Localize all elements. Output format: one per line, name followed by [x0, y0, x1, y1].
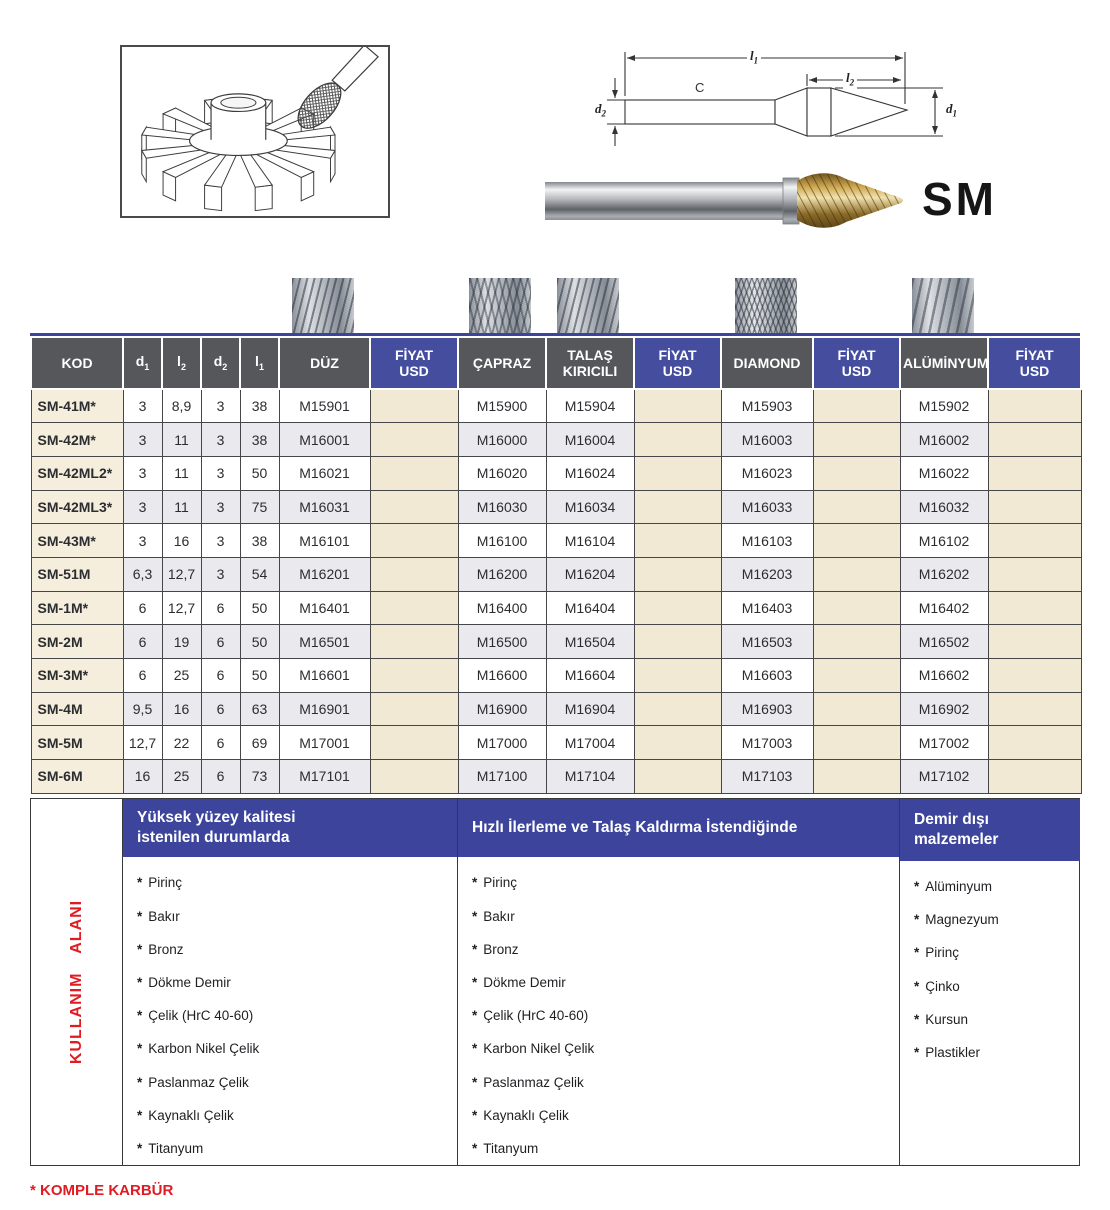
usage-item: * Çelik (HrC 40-60) — [472, 1008, 589, 1024]
column-header: FİYAT USD — [370, 337, 458, 389]
price-cell — [813, 524, 900, 558]
value-cell: 12,7 — [162, 591, 201, 625]
usage-column — [123, 799, 458, 1165]
value-cell: 3 — [123, 389, 162, 423]
column-header: $l_1$ — [240, 337, 279, 389]
value-cell: 3 — [123, 490, 162, 524]
product-code-cell: SM-41M* — [31, 389, 123, 423]
usage-item: * Kaynaklı Çelik — [472, 1107, 569, 1123]
value-cell: 6 — [201, 625, 240, 659]
column-header: FİYAT USD — [988, 337, 1081, 389]
value-cell: 73 — [240, 760, 279, 794]
product-table-wrap — [30, 333, 1080, 794]
value-cell: M16000 — [458, 423, 546, 457]
value-cell: M16203 — [721, 557, 813, 591]
usage-item: * Çinko — [914, 978, 960, 994]
value-cell: 38 — [240, 423, 279, 457]
value-cell: M16504 — [546, 625, 634, 659]
usage-item: * Kaynaklı Çelik — [137, 1107, 234, 1123]
value-cell: M16501 — [279, 625, 370, 659]
burr-product-photo — [545, 166, 910, 236]
value-cell: M16604 — [546, 659, 634, 693]
value-cell: M17004 — [546, 726, 634, 760]
usage-item: * Karbon Nikel Çelik — [137, 1041, 260, 1057]
price-cell — [988, 625, 1081, 659]
price-cell — [988, 591, 1081, 625]
value-cell: M16002 — [900, 423, 988, 457]
price-cell — [370, 760, 458, 794]
value-cell: M17101 — [279, 760, 370, 794]
flute-photo-strip — [0, 278, 1110, 336]
price-cell — [813, 692, 900, 726]
value-cell: 38 — [240, 524, 279, 558]
usage-item: * Paslanmaz Çelik — [472, 1074, 584, 1090]
table-row — [31, 726, 1081, 760]
value-cell: 50 — [240, 625, 279, 659]
table-row — [31, 625, 1081, 659]
value-cell: 8,9 — [162, 389, 201, 423]
price-cell — [813, 726, 900, 760]
value-cell: 16 — [162, 692, 201, 726]
application-illustration-graphic — [122, 47, 388, 216]
usage-item-list — [123, 857, 457, 1165]
price-cell — [634, 389, 721, 423]
table-row — [31, 760, 1081, 794]
price-cell — [370, 726, 458, 760]
price-cell — [370, 423, 458, 457]
usage-item: * Karbon Nikel Çelik — [472, 1041, 595, 1057]
value-cell: M16500 — [458, 625, 546, 659]
value-cell: M15904 — [546, 389, 634, 423]
value-cell: M16601 — [279, 659, 370, 693]
price-cell — [988, 389, 1081, 423]
column-header: ALÜMİNYUM — [900, 337, 988, 389]
price-cell — [634, 557, 721, 591]
value-cell: 6 — [123, 659, 162, 693]
usage-item-list — [458, 857, 899, 1165]
usage-side-cell — [31, 799, 123, 1165]
usage-column — [458, 799, 900, 1165]
value-cell: M16034 — [546, 490, 634, 524]
aluminyum-flute-photo — [912, 278, 974, 336]
column-header: $l_2$ — [162, 337, 201, 389]
usage-item-list — [900, 861, 1080, 1069]
usage-item: * Magnezyum — [914, 912, 999, 928]
value-cell: 54 — [240, 557, 279, 591]
price-cell — [988, 524, 1081, 558]
value-cell: 6 — [201, 692, 240, 726]
usage-item: * Alüminyum — [914, 879, 993, 895]
value-cell: 3 — [201, 389, 240, 423]
value-cell: 3 — [123, 524, 162, 558]
value-cell: 11 — [162, 490, 201, 524]
value-cell: M16001 — [279, 423, 370, 457]
table-row — [31, 557, 1081, 591]
usage-item: * Pirinç — [914, 945, 960, 961]
table-row — [31, 389, 1081, 423]
value-cell: M15902 — [900, 389, 988, 423]
value-cell: M16202 — [900, 557, 988, 591]
value-cell: M15901 — [279, 389, 370, 423]
column-header: DÜZ — [279, 337, 370, 389]
value-cell: M16904 — [546, 692, 634, 726]
price-cell — [813, 591, 900, 625]
usage-item: * Titanyum — [137, 1140, 204, 1156]
value-cell: 3 — [201, 524, 240, 558]
header-row — [31, 337, 1081, 389]
product-code-cell: SM-6M — [31, 760, 123, 794]
value-cell: M16021 — [279, 456, 370, 490]
column-header: ÇAPRAZ — [458, 337, 546, 389]
product-code-cell: SM-51M — [31, 557, 123, 591]
dim-label-l1: $l_1$ — [747, 49, 761, 68]
price-cell — [813, 625, 900, 659]
value-cell: 3 — [201, 557, 240, 591]
value-cell: 6 — [201, 591, 240, 625]
usage-item: * Çelik (HrC 40-60) — [137, 1008, 254, 1024]
usage-item: * Bakır — [472, 908, 515, 924]
table-body — [31, 389, 1081, 793]
price-cell — [813, 490, 900, 524]
column-header: KOD — [31, 337, 123, 389]
price-cell — [988, 423, 1081, 457]
value-cell: M16503 — [721, 625, 813, 659]
talas-kiricili-flute-photo — [557, 278, 619, 336]
usage-section — [30, 798, 1080, 1166]
application-illustration — [120, 45, 390, 218]
dim-label-d2: $d_2$ — [595, 101, 606, 119]
value-cell: M16102 — [900, 524, 988, 558]
value-cell: M16502 — [900, 625, 988, 659]
value-cell: M17104 — [546, 760, 634, 794]
price-cell — [634, 692, 721, 726]
usage-column-title: Yüksek yüzey kalitesi istenilen durumlarda — [123, 799, 457, 857]
value-cell: M17001 — [279, 726, 370, 760]
price-cell — [634, 490, 721, 524]
value-cell: 9,5 — [123, 692, 162, 726]
series-code-label: SM — [922, 173, 997, 225]
price-cell — [370, 557, 458, 591]
price-cell — [988, 456, 1081, 490]
column-header: TALAŞ KIRICILI — [546, 337, 634, 389]
product-code-cell: SM-2M — [31, 625, 123, 659]
product-table — [30, 336, 1082, 794]
price-cell — [634, 726, 721, 760]
value-cell: M16004 — [546, 423, 634, 457]
value-cell: 50 — [240, 591, 279, 625]
product-code-cell: SM-4M — [31, 692, 123, 726]
value-cell: 6 — [201, 726, 240, 760]
value-cell: M16100 — [458, 524, 546, 558]
price-cell — [988, 760, 1081, 794]
value-cell: M16104 — [546, 524, 634, 558]
value-cell: 11 — [162, 456, 201, 490]
value-cell: 6,3 — [123, 557, 162, 591]
product-code-cell: SM-43M* — [31, 524, 123, 558]
price-cell — [634, 591, 721, 625]
price-cell — [370, 490, 458, 524]
price-cell — [813, 423, 900, 457]
product-code-cell: SM-42ML2* — [31, 456, 123, 490]
product-code-cell: SM-1M* — [31, 591, 123, 625]
value-cell: M17100 — [458, 760, 546, 794]
value-cell: 6 — [201, 659, 240, 693]
value-cell: M16103 — [721, 524, 813, 558]
value-cell: 3 — [123, 423, 162, 457]
value-cell: 3 — [201, 456, 240, 490]
value-cell: 38 — [240, 389, 279, 423]
product-code-cell: SM-5M — [31, 726, 123, 760]
column-header: FİYAT USD — [634, 337, 721, 389]
value-cell: M16901 — [279, 692, 370, 726]
price-cell — [813, 456, 900, 490]
value-cell: M17002 — [900, 726, 988, 760]
price-cell — [634, 423, 721, 457]
value-cell: 63 — [240, 692, 279, 726]
value-cell: M16024 — [546, 456, 634, 490]
value-cell: 12,7 — [162, 557, 201, 591]
usage-item: * Paslanmaz Çelik — [137, 1074, 249, 1090]
footnote: * KOMPLE KARBÜR — [30, 1182, 174, 1199]
value-cell: M16030 — [458, 490, 546, 524]
price-cell — [370, 524, 458, 558]
value-cell: 3 — [201, 490, 240, 524]
value-cell: M17102 — [900, 760, 988, 794]
value-cell: M16602 — [900, 659, 988, 693]
value-cell: M16033 — [721, 490, 813, 524]
value-cell: M16603 — [721, 659, 813, 693]
value-cell: M16023 — [721, 456, 813, 490]
value-cell: M16400 — [458, 591, 546, 625]
price-cell — [813, 659, 900, 693]
table-row — [31, 591, 1081, 625]
price-cell — [370, 456, 458, 490]
value-cell: 50 — [240, 456, 279, 490]
product-code-cell: SM-42M* — [31, 423, 123, 457]
table-row — [31, 524, 1081, 558]
table-row — [31, 423, 1081, 457]
price-cell — [813, 760, 900, 794]
price-cell — [634, 456, 721, 490]
value-cell: M16404 — [546, 591, 634, 625]
value-cell: M16401 — [279, 591, 370, 625]
value-cell: 6 — [123, 625, 162, 659]
price-cell — [634, 760, 721, 794]
value-cell: 25 — [162, 659, 201, 693]
value-cell: M16200 — [458, 557, 546, 591]
column-header: DIAMOND — [721, 337, 813, 389]
dim-label-l2: $l_2$ — [843, 71, 857, 90]
price-cell — [988, 557, 1081, 591]
value-cell: 69 — [240, 726, 279, 760]
usage-item: * Pirinç — [137, 875, 183, 891]
table-row — [31, 456, 1081, 490]
value-cell: M16600 — [458, 659, 546, 693]
product-code-cell: SM-3M* — [31, 659, 123, 693]
product-code-cell: SM-42ML3* — [31, 490, 123, 524]
table-header — [31, 337, 1081, 389]
usage-item: * Dökme Demir — [137, 974, 231, 990]
price-cell — [988, 692, 1081, 726]
value-cell: 6 — [123, 591, 162, 625]
value-cell: M16402 — [900, 591, 988, 625]
price-cell — [634, 625, 721, 659]
diamond-flute-photo — [735, 278, 797, 336]
value-cell: M16201 — [279, 557, 370, 591]
value-cell: M16031 — [279, 490, 370, 524]
usage-side-label: KULLANIM ALANI — [67, 899, 85, 1065]
usage-item: * Kursun — [914, 1011, 969, 1027]
burr-product-photo-graphic — [545, 166, 910, 236]
dim-label-d1: $d_1$ — [946, 101, 957, 119]
value-cell: 75 — [240, 490, 279, 524]
value-cell: M15900 — [458, 389, 546, 423]
price-cell — [370, 591, 458, 625]
usage-column-title: Demir dışı malzemeler — [900, 799, 1080, 861]
value-cell: 16 — [123, 760, 162, 794]
value-cell: 25 — [162, 760, 201, 794]
usage-item: * Titanyum — [472, 1140, 539, 1156]
value-cell: M16020 — [458, 456, 546, 490]
price-cell — [370, 692, 458, 726]
usage-column — [900, 799, 1080, 1165]
value-cell: M15903 — [721, 389, 813, 423]
price-cell — [988, 490, 1081, 524]
usage-item: * Plastikler — [914, 1045, 981, 1061]
price-cell — [370, 625, 458, 659]
table-row — [31, 659, 1081, 693]
value-cell: M16022 — [900, 456, 988, 490]
price-cell — [634, 524, 721, 558]
value-cell: 16 — [162, 524, 201, 558]
table-row — [31, 490, 1081, 524]
price-cell — [370, 389, 458, 423]
value-cell: 3 — [123, 456, 162, 490]
capraz-flute-photo — [469, 278, 531, 336]
value-cell: M16403 — [721, 591, 813, 625]
price-cell — [813, 389, 900, 423]
usage-item: * Bronz — [137, 941, 184, 957]
value-cell: M17000 — [458, 726, 546, 760]
value-cell: M16032 — [900, 490, 988, 524]
value-cell: M16101 — [279, 524, 370, 558]
value-cell: M16204 — [546, 557, 634, 591]
usage-item: * Bakır — [137, 908, 180, 924]
usage-item: * Dökme Demir — [472, 974, 566, 990]
duz-flute-photo — [292, 278, 354, 336]
price-cell — [370, 659, 458, 693]
value-cell: 11 — [162, 423, 201, 457]
value-cell: 3 — [201, 423, 240, 457]
price-cell — [813, 557, 900, 591]
price-cell — [988, 726, 1081, 760]
column-header: FİYAT USD — [813, 337, 900, 389]
usage-item: * Bronz — [472, 941, 519, 957]
value-cell: M16903 — [721, 692, 813, 726]
price-cell — [634, 659, 721, 693]
value-cell: M16003 — [721, 423, 813, 457]
usage-column-title: Hızlı İlerleme ve Talaş Kaldırma İstendiğinde — [458, 799, 899, 857]
shank-c-label: C — [695, 80, 705, 95]
value-cell: 22 — [162, 726, 201, 760]
table-row — [31, 692, 1081, 726]
value-cell: M17103 — [721, 760, 813, 794]
value-cell: 12,7 — [123, 726, 162, 760]
value-cell: 50 — [240, 659, 279, 693]
price-cell — [988, 659, 1081, 693]
column-header: $d_2$ — [201, 337, 240, 389]
value-cell: 19 — [162, 625, 201, 659]
burr-tool-illustration — [290, 47, 378, 136]
value-cell: M17003 — [721, 726, 813, 760]
value-cell: M16900 — [458, 692, 546, 726]
usage-item: * Pirinç — [472, 875, 518, 891]
value-cell: 6 — [201, 760, 240, 794]
value-cell: M16902 — [900, 692, 988, 726]
column-header: $d_1$ — [123, 337, 162, 389]
dimension-drawing — [595, 38, 1025, 166]
